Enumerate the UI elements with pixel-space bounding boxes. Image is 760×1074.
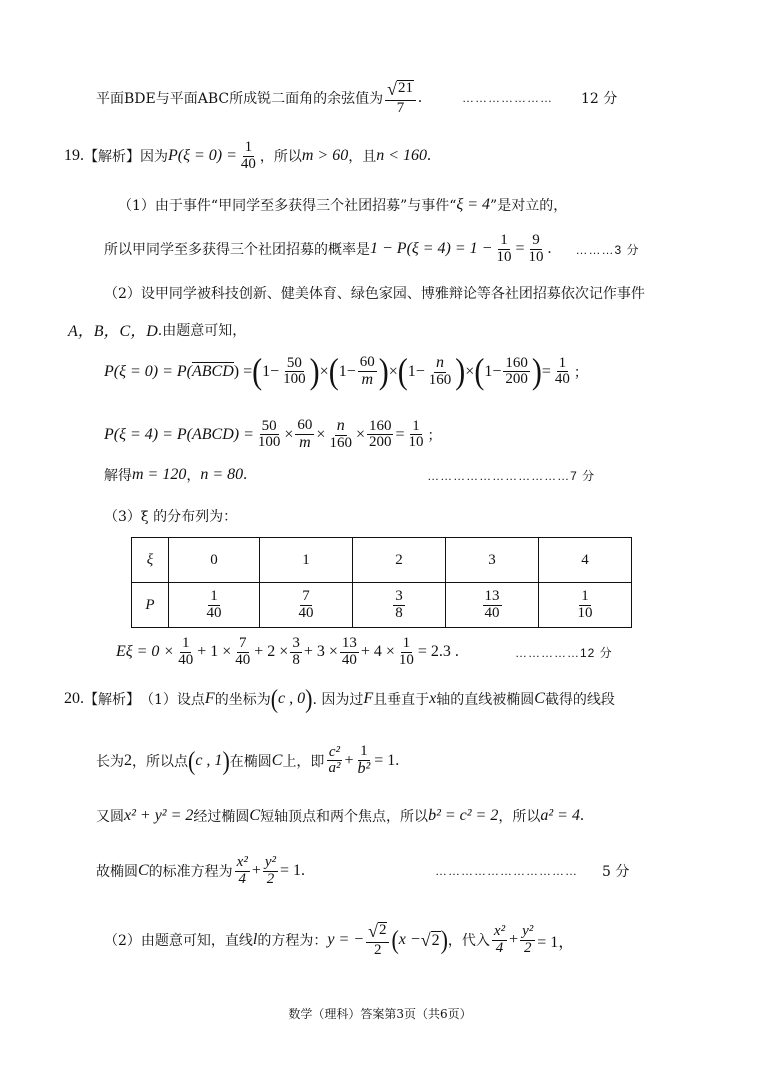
q19-intro-a: 因为 [140,149,168,166]
q19-eq2: P(ξ = 4) = P(ABCD) = $\frac{50}{100}$ × $\frac{60}{m}$ × $\frac{n}{160}$ × $\frac{160}{200}$ = $\frac{1}{10}$ ； [104,417,442,451]
q19-exp-score: ……………12 分 [514,645,613,660]
q19-eq2-res: $\frac{1}{10}$ [408,417,424,451]
q19-exp-lhs: Eξ = 0 × [116,643,175,661]
table-cell: 1 [260,538,353,583]
q18-text: 平面BDE与平面ABC所成锐二面角的余弦值为 [96,91,384,108]
q19-number: 19. [64,147,84,165]
q19-part2-line1 [104,283,645,303]
q19-part2-line2 [68,318,246,341]
q19-header [64,140,431,173]
q19-solve-line [104,465,595,485]
q19-p1-eq: 1 − P(ξ = 4) = 1 − [370,240,493,258]
q20-circle-eq: x² + y² = 2 [124,807,194,824]
q19-solve-m: m = 120 [132,466,187,483]
q19-p1-frac2 [527,233,546,266]
q19-intro-frac [239,140,258,173]
q19-solve-sep: ， [186,468,201,484]
q19-solve-a: 解得 [104,468,132,484]
q19-p1-xi: ξ = 4 [456,196,491,213]
q19-p1-score: ………3 分 [575,242,640,257]
q18-conclusion-line [96,80,617,117]
q20-line3: 又圆 x² + y² = 2 经过椭圆 C 短轴顶点和两个焦点，所以 b² = c² = 2 ，所以 a² = 4 . [96,807,584,825]
q20-line4: 故椭圆 C 的标准方程为 $\frac{\text{x²}}{4}$ + $\frac{\text{y²}}{2}$ = 1. …………………………… 5 分 [96,854,630,887]
q19-p1-f2-num: 9 [532,232,540,248]
page-footer: 数学（理科）答案第3页（共6页） [288,1007,472,1021]
table-cell: 3 [446,538,539,583]
q19-solve-score: ……………………………7 分 [427,468,596,483]
q19-p1-frac1 [494,233,513,266]
q19-exp-res: = 2.3 . [417,643,459,661]
q19-part3-line [104,506,237,526]
table-cell: 0 [169,538,260,583]
q19-eq2-f4: $\frac{160}{200}$ [368,417,392,451]
q19-intro-frac-den: 40 [240,155,256,172]
q19-cond2: n < 160 [376,147,428,165]
table-cell: $\frac{3}{8}$ [353,583,446,628]
q20-tag: 【解析】 [84,692,140,708]
q20-line2: 长为 2 ，所以点 ( c , 1 ) 在椭圆 C 上，即 $\frac{\text{c²}}{\text{a²}}$ + $\frac{1}{\text{b²}}$ = 1. [96,743,400,777]
table-row [132,583,632,628]
q20-line1: 20. 【解析】 （1）设点 F 的坐标为 ( c , 0 ) . 因为过 F 且垂直于 x 轴的直线被椭圆 C 截得的线段 [64,683,615,714]
q19-tag: 【解析】 [84,149,140,166]
q18-sqrt-arg: 21 [398,80,413,96]
q19-p2-a: （2）设甲同学被科技创新、健美体育、绿色家园、博雅辩论等各社团招募依次记作事件 [104,286,645,302]
q19-p1-f2-den: 10 [528,248,544,265]
q18-fraction: √ 21 7 [385,80,416,117]
q19-eq1-f1: $\frac{50}{100}$ [283,354,306,388]
q19-p2-c: .由题意可知， [157,322,247,339]
q19-eq1-f2: $\frac{60}{m}$ [359,354,375,388]
q19-eq2-f2: $\frac{60}{m}$ [297,417,313,451]
distribution-table [131,537,632,628]
q20-coord-f: c , 0 [278,690,306,707]
table-cell: $\frac{13}{40}$ [446,583,539,628]
q19-eq2-f1: $\frac{50}{100}$ [257,417,281,451]
q19-eq1-lhs: P(ξ = 0) = P( [104,362,192,380]
q19-p1-f1-num: 1 [500,232,508,248]
q19-eq2-lhs: P(ξ = 4) = P(ABCD) = [104,425,254,443]
q19-intro-c: ，且 [348,149,377,166]
q20-number: 20. [64,690,84,707]
q19-part1-line2: 所以甲同学至多获得三个社团招募的概率是 1 − P(ξ = 4) = 1 − $\frac{1}{10}$ = $\frac{9}{10}$ . ………3 分 [104,232,640,265]
q19-eq1-bar-events: ABCD [191,363,234,381]
q19-eq2-f3: $\frac{n}{160}$ [329,417,352,451]
q19-p1-b: ”是对立的， [490,198,568,214]
q19-eq1-res: $\frac{1}{40}$ [554,354,570,388]
q19-p3: （3）ξ 的分布列为： [104,509,238,525]
q19-intro-eq: P(ξ = 0) = [168,147,237,165]
q19-solve-n: n = 80 [200,466,244,483]
q19-part1-line1 [118,195,567,215]
q19-expectation: Eξ = 0 × $\frac{1}{40}$ + 1 × $\frac{7}{40}$ + 2 × $\frac{3}{8}$ + 3 × $\frac{13}{40}$ + 4 × $\frac{1}{10}$ = 2.3 . ……………12 分 [116,635,613,668]
q19-intro-d: . [427,147,432,165]
q19-eq1: P(ξ = 0) = P( ABCD ) = ( 1− $\frac{50}{100}$ ) × ( 1− $\frac{60}{m}$ ) × ( 1− $\frac{n}{160}$ ) × ( 1− $\frac{160}{200}$ ) = $\frac{1}{40}$ ； [104,351,588,391]
table-cell: $\frac{1}{10}$ [539,583,632,628]
q19-intro-b: ，所以 [259,149,302,166]
table-cell: 4 [539,538,632,583]
table-cell: 2 [353,538,446,583]
q19-eq1-f3: $\frac{n}{160}$ [428,354,452,388]
q18-period: . [418,89,422,107]
q19-p1-line2: 所以甲同学至多获得三个社团招募的概率是 [104,242,370,259]
q19-p2-events: A，B，C，D [68,323,158,340]
q19-solve-end: . [243,466,248,483]
q18-score: 12 分 [581,91,618,108]
table-cell: $\frac{1}{40}$ [169,583,260,628]
q18-den: 7 [396,99,405,116]
q20-l4-dots: …………………………… [435,864,579,879]
table-cell: P [132,583,169,628]
q19-p1-a: （1）由于事件“甲同学至多获得三个社团招募”与事件“ [118,198,457,214]
table-cell: ξ [132,538,169,583]
q20-point: c , 1 [195,751,223,769]
table-row [132,538,632,583]
q19-p1-f1-den: 10 [496,248,512,265]
table-cell: $\frac{7}{40}$ [260,583,353,628]
q19-intro-frac-num: 1 [244,139,253,155]
q20-line5: （2）由题意可知，直线 l 的方程为： y = − √ 2 2 ( x − √ 2 ) ，代入 $\frac{\text{x²}}{4}$ + $\frac{\text{y²}}{2}$ = 1， [104,921,575,958]
q19-eq1-f4: $\frac{160}{200}$ [505,354,528,388]
q18-dots: ………………… [462,91,553,106]
q19-cond1: m > 60 [301,147,349,165]
q20-l4-score: 5 分 [602,864,630,881]
